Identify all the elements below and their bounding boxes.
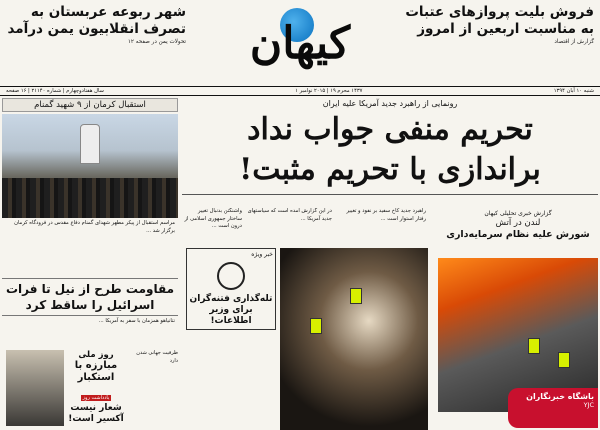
london-photo-left [280,248,428,430]
badge-line1: باشگاه خبرنگاران [526,392,594,401]
kabina-box[interactable] [186,248,276,430]
police-vest-icon [558,352,570,368]
main-headline-line2[interactable]: براندازی با تحریم مثبت! [239,152,541,187]
kerman-photo [2,114,178,218]
rouzhani-line1: روز ملی [78,350,114,360]
headline-left[interactable]: شهر ربوعه عربستان به تصرف انقلابیون یمن درآمد [7,4,186,37]
police-vest-icon [528,338,540,354]
portrait-photo [6,350,64,426]
police-vest-icon [350,288,362,304]
main-column [182,98,598,430]
main-headline-line1[interactable]: تحریم منفی جواب نداد [247,112,533,147]
masthead-title: کیهان [249,18,351,69]
kabina-headline[interactable]: تله‌گذاری فتنه‌گران برای وزیر اطلاعات! [189,294,273,326]
dateline-center: ۱۴۳۷ محرم ۱۹ | ۲۰۱۵ نوامبر ۱ [295,88,363,94]
dateline-right: شنبه ۱۰ آبان ۱۳۹۴ [553,88,594,94]
circle-icon [217,262,245,290]
header-left-text: تحولات یمن در صفحه ۱۲ [127,39,186,45]
moqavemat-text: نتانیاهو همزمان با سفر به آمریکا ... [98,318,175,324]
main-kicker: رونمایی از راهبرد جدید آمریکا علیه ایران [322,99,458,108]
police-vest-icon [310,318,322,334]
main-col-3: راهبرد جدید کاخ سفید بر نفوذ و تغییر رفتار استوار است ... [346,208,426,222]
kabina-label: خبر ویژه [251,251,273,258]
badge-line2: YJC [583,401,594,409]
dateline-left: سال هفتادوچهارم | شماره ۲۱۱۴۰ | ۱۶ صفحه [6,88,104,94]
header-left-headline[interactable] [6,4,186,46]
dateline [0,86,600,96]
left-small-text: ظرفیت جهانی شدن دارد [136,350,178,364]
masthead-header [0,0,600,86]
main-col-2: در این گزارش آمده است که سیاستهای جدید آمریکا ... [247,208,332,222]
left-column [2,98,178,430]
divider [182,194,598,195]
rouzhani-line3: شعار نیست [70,403,122,413]
logo [202,6,398,68]
rouzhani-line2: مبارزه با استکبار [74,360,118,383]
yjc-badge[interactable] [508,388,598,428]
london-kicker: گزارش خبری تحلیلی کیهان [484,210,552,217]
rouzhani-box[interactable] [66,350,126,425]
headline-right[interactable]: فروش بلیت پروازهای عتبات به مناسبت اربعین از امروز [405,4,594,37]
istaqbal-headline[interactable]: استقبال کرمان از ۹ شهید گمنام [2,98,178,112]
header-right-headline[interactable] [394,4,594,46]
rouzhani-tag: یادداشت روز [82,395,110,401]
london-title: لندن در آتش [495,218,541,228]
rouzhani-line3b: آکسیر است! [68,414,124,424]
kabina-panel [186,248,276,330]
london-subtitle: شورش علیه نظام سرمایه‌داری [446,229,590,240]
moqavemat-headline[interactable]: مقاومت طرح از نیل تا فرات اسرائیل را ساقط کرد [2,278,178,316]
crowd-shape [2,178,178,218]
airport-tower-icon [80,124,100,164]
main-col-1: واشنگتن بدنبال تغییر ساختار جمهوری اسلامی از درون است ... [184,208,242,229]
kerman-caption: مراسم استقبال از پیکر مطهر شهدای گمنام دفاع مقدس در فرودگاه کرمان برگزار شد ... [14,220,175,234]
header-right-text: گزارش از اقتصاد [554,39,594,45]
london-head[interactable] [438,210,598,241]
